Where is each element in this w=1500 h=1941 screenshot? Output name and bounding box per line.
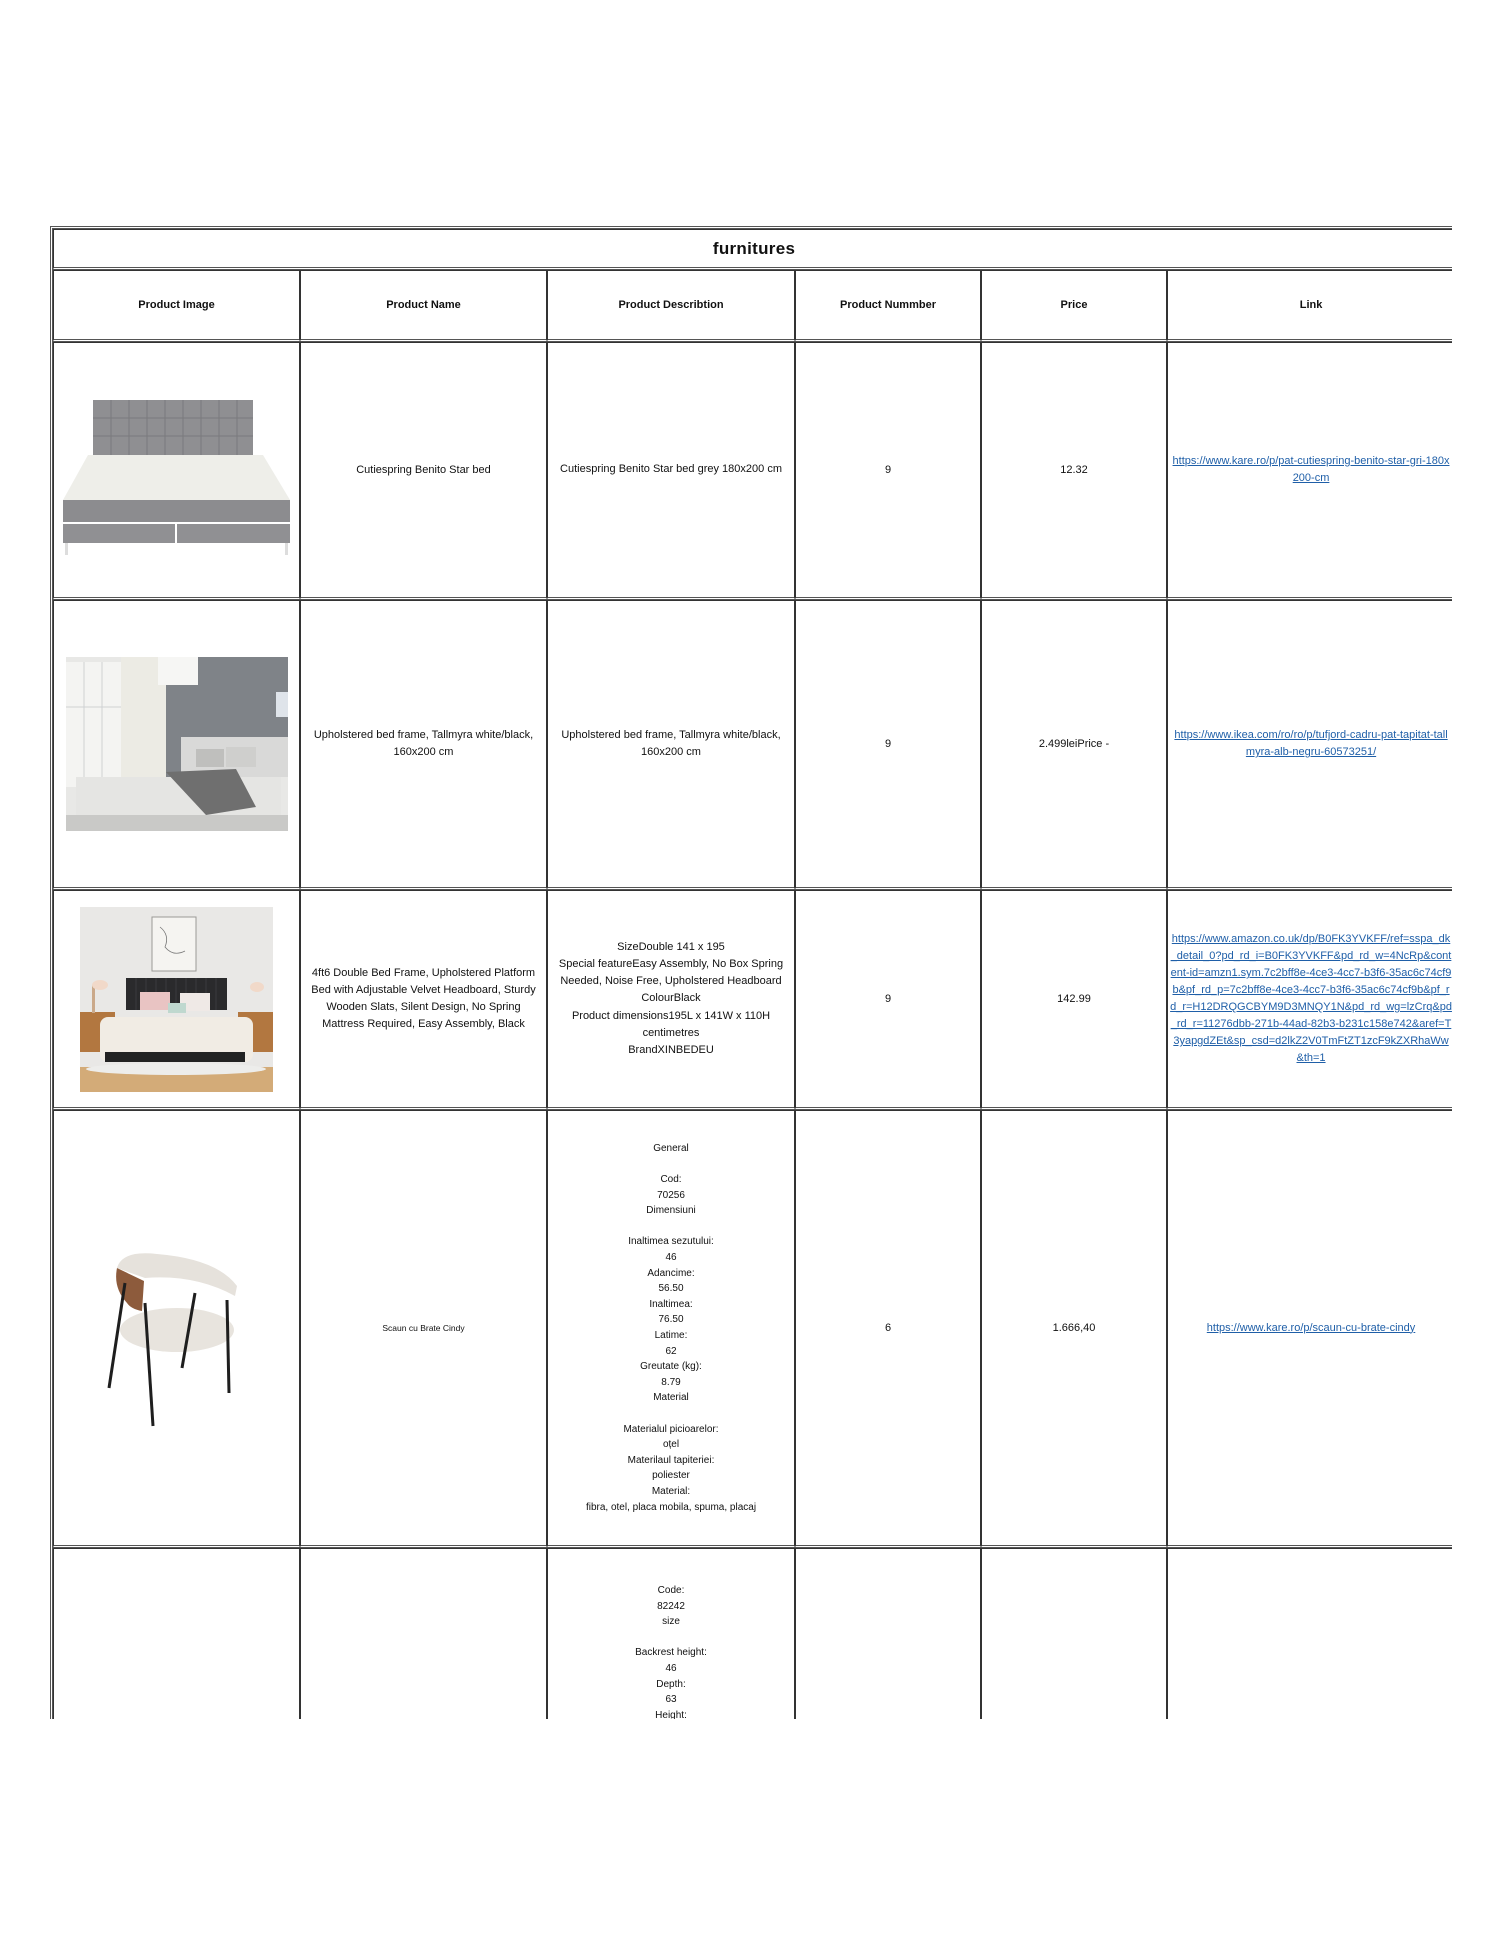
table-row	[53, 1110, 1452, 1548]
product-number: 9	[795, 342, 981, 600]
product-price: 1.666,40	[981, 1110, 1167, 1548]
product-number: 6	[795, 1110, 981, 1548]
header-product-image: Product Image	[53, 270, 300, 342]
table-row	[53, 600, 1452, 890]
header-product-description: Product Describtion	[547, 270, 795, 342]
product-link[interactable]: https://www.amazon.co.uk/dp/B0FK3YVKFF/ref=sspa_dk_detail_0?pd_rd_i=B0FK3YVKFF&pd_rd_w=4NcRp&content-id=amzn1.sym.7c2bff8e-4ce3-4cc7-b3f6-35ac6c74cf9b&pf_rd_p=7c2bff8e-4ce3-4cc7-b3f6-35ac6c74cf9b&pf_rd_r=H12DRQGCBYM9D3MNQY1N&pd_rd_wg=lzCrq&pd_rd_r=11276dbb-271b-44ad-82b3-b231c158e742&aref=T3yapgdZEt&sp_csd=d2lkZ2V0TmFtZT1zcF9kZXRhaWw&th=1	[1170, 933, 1452, 1064]
header-price: Price	[981, 270, 1167, 342]
table-row	[53, 1548, 1452, 1719]
spreadsheet-page	[50, 226, 1452, 1719]
header-row	[53, 270, 1452, 342]
product-number: 9	[795, 890, 981, 1110]
product-image-cell	[53, 600, 300, 890]
product-name: Cutiespring Benito Star bed	[300, 342, 547, 600]
product-number: 9	[795, 600, 981, 890]
product-link-cell	[1167, 600, 1452, 890]
product-link-cell	[1167, 1548, 1452, 1719]
furniture-table	[50, 226, 1452, 1719]
table-row	[53, 890, 1452, 1110]
table-title: furnitures	[53, 229, 1452, 270]
bed-grey-tufted-headboard-image	[58, 385, 296, 555]
product-link[interactable]: https://www.kare.ro/p/pat-cutiespring-benito-star-gri-180x200-cm	[1172, 455, 1450, 484]
header-link: Link	[1167, 270, 1452, 342]
product-description: SizeDouble 141 x 195 Special featureEasy Assembly, No Box Spring Needed, Noise Free, Upholstered Headboard ColourBlack Product dimensions195L x 141W x 110H centimetres BrandXINBEDEU	[547, 890, 795, 1110]
product-price: 12.32	[981, 342, 1167, 600]
product-name: 4ft6 Double Bed Frame, Upholstered Platform Bed with Adjustable Velvet Headboard, Sturdy Wooden Slats, Silent Design, No Spring Mattress Required, Easy Assembly, Black	[300, 890, 547, 1110]
product-image-cell	[53, 890, 300, 1110]
product-link-cell	[1167, 342, 1452, 600]
product-link-cell	[1167, 1110, 1452, 1548]
table-row	[53, 342, 1452, 600]
black-velvet-bed-frame-image	[80, 907, 273, 1092]
product-image-cell	[53, 1110, 300, 1548]
product-link[interactable]: https://www.ikea.com/ro/ro/p/tufjord-cadru-pat-tapitat-tallmyra-alb-negru-60573251/	[1174, 729, 1448, 758]
product-image-cell	[53, 1548, 300, 1719]
product-image-cell	[53, 342, 300, 600]
product-link[interactable]: https://www.kare.ro/p/scaun-cu-brate-cindy	[1206, 1321, 1416, 1334]
product-name	[300, 1110, 547, 1548]
product-name	[300, 1548, 547, 1719]
product-description: Upholstered bed frame, Tallmyra white/black, 160x200 cm	[547, 600, 795, 890]
boucle-armchair-image	[97, 1228, 257, 1428]
product-price	[981, 1548, 1167, 1719]
product-name: Upholstered bed frame, Tallmyra white/black, 160x200 cm	[300, 600, 547, 890]
product-price: 142.99	[981, 890, 1167, 1110]
product-description: Cutiespring Benito Star bed grey 180x200 cm	[547, 342, 795, 600]
product-name-text: Scaun cu Brate Cindy	[382, 1322, 465, 1333]
upholstered-bed-bedroom-image	[66, 657, 288, 831]
product-price: 2.499leiPrice -	[981, 600, 1167, 890]
product-description: Code: 82242 size Backrest height: 46 Depth: 63 Height:	[547, 1548, 795, 1719]
header-product-name: Product Name	[300, 270, 547, 342]
product-description: General Cod: 70256 Dimensiuni Inaltimea sezutului: 46 Adancime: 56.50 Inaltimea: 76.50 Latime: 62 Greutate (kg): 8.79 Material Materialul picioarelor: oțel Materilaul tapiteriei: poliester Material: fibra, otel, placa mobila, spuma, placaj	[547, 1110, 795, 1548]
product-link-cell	[1167, 890, 1452, 1110]
header-product-number: Product Nummber	[795, 270, 981, 342]
product-number	[795, 1548, 981, 1719]
